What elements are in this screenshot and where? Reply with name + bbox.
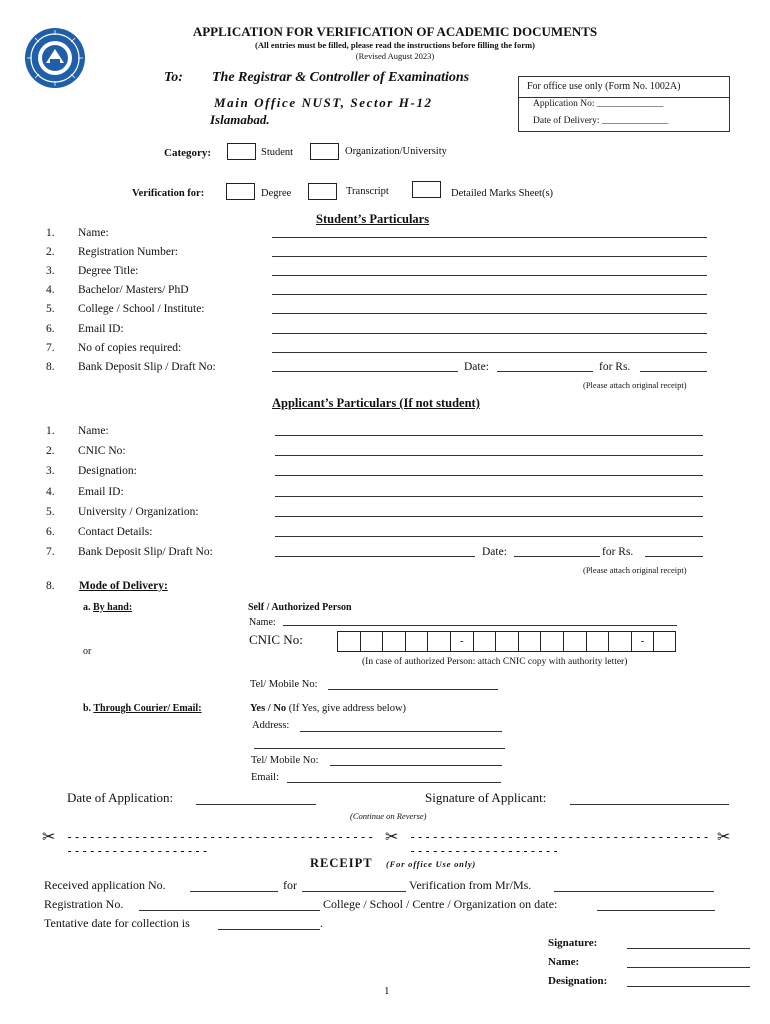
applicant-row-number: 5. xyxy=(46,506,55,518)
cnic-digit-cell[interactable] xyxy=(608,631,631,652)
receipt-name-field[interactable] xyxy=(627,967,750,968)
receipt-title: RECEIPT xyxy=(310,856,373,870)
student-row-label: Email ID: xyxy=(78,323,124,335)
addressee-line-3: Islamabad. xyxy=(210,112,270,127)
courier-tel-label: Tel/ Mobile No: xyxy=(251,755,319,766)
student-row-field[interactable] xyxy=(272,256,707,257)
receipt-verification-from-field[interactable] xyxy=(554,891,714,892)
address-label: Address: xyxy=(252,720,290,731)
applicant-row-label: Email ID: xyxy=(78,486,124,498)
courier-email-field[interactable] xyxy=(287,782,501,783)
applicant-deposit-slip-field[interactable] xyxy=(275,556,475,557)
revised-date: (Revised August 2023) xyxy=(355,51,435,61)
receipt-collection-field[interactable] xyxy=(218,929,320,930)
page-number: 1 xyxy=(384,985,390,997)
applicant-row-field[interactable] xyxy=(275,435,703,436)
student-row-label: College / School / Institute: xyxy=(78,303,205,315)
applicant-row-number: 6. xyxy=(46,526,55,538)
cnic-separator: - xyxy=(631,631,654,652)
receipt-designation-field[interactable] xyxy=(627,986,750,987)
courier-email-label: Email: xyxy=(251,772,279,783)
scissors-icon: ✂ xyxy=(717,827,731,846)
student-row-field[interactable] xyxy=(272,313,707,314)
signature-of-applicant-label: Signature of Applicant: xyxy=(425,790,547,805)
cnic-label: CNIC No: xyxy=(249,632,303,647)
student-row-field[interactable] xyxy=(272,275,707,276)
applicant-amount-field[interactable] xyxy=(645,556,703,557)
verification-degree-checkbox[interactable] xyxy=(226,183,255,200)
receipt-collection-period: . xyxy=(320,916,323,930)
date-of-application-label: Date of Application: xyxy=(67,790,174,805)
delivery-number: 8. xyxy=(46,580,55,592)
student-row-field[interactable] xyxy=(272,333,707,334)
receipt-registration-label: Registration No. xyxy=(44,897,124,911)
receipt-application-no-label: Received application No. xyxy=(44,878,166,892)
student-row-number: 7. xyxy=(46,342,55,354)
applicant-particulars-heading: Applicant’s Particulars (If not student) xyxy=(272,396,480,410)
office-use-box xyxy=(518,76,730,132)
cnic-digit-cell[interactable] xyxy=(586,631,609,652)
applicant-row-label: Bank Deposit Slip/ Draft No: xyxy=(78,546,213,558)
student-deposit-date-field[interactable] xyxy=(497,371,593,372)
student-row-field[interactable] xyxy=(272,352,707,353)
student-receipt-note: (Please attach original receipt) xyxy=(583,380,687,390)
cnic-digit-cell[interactable] xyxy=(563,631,586,652)
receipt-collection-label: Tentative date for collection is xyxy=(44,916,190,930)
yes-no-note: (If Yes, give address below) xyxy=(288,703,407,714)
address-field-2[interactable] xyxy=(254,748,505,749)
signature-of-applicant-field[interactable] xyxy=(570,804,729,805)
student-row-field[interactable] xyxy=(272,237,707,238)
student-row-label: Name: xyxy=(78,227,109,239)
addressee-line-1: The Registrar & Controller of Examinations xyxy=(212,70,470,85)
verification-transcript-checkbox[interactable] xyxy=(308,183,337,200)
scissors-icon: ✂ xyxy=(42,827,56,846)
receipt-college-label: College / School / Centre / Organization on date: xyxy=(323,897,558,911)
student-particulars-heading: Student’s Particulars xyxy=(316,212,430,226)
courier-yes-no xyxy=(250,703,406,714)
student-row-number: 6. xyxy=(46,323,55,335)
receipt-registration-field[interactable] xyxy=(139,910,320,911)
verification-degree-label: Degree xyxy=(261,188,292,199)
cnic-digit-cell[interactable] xyxy=(653,631,676,652)
cnic-digit-cell[interactable] xyxy=(518,631,541,652)
addressee-line-2: Main Office NUST, Sector H-12 xyxy=(214,95,433,110)
cnic-digit-cell[interactable] xyxy=(382,631,405,652)
applicant-row-field[interactable] xyxy=(275,516,703,517)
cnic-digit-cell[interactable] xyxy=(495,631,518,652)
category-organization-label: Organization/University xyxy=(345,146,447,157)
form-subtitle: (All entries must be filled, please read the instructions before filling the form) xyxy=(255,40,535,50)
continue-on-reverse: (Continue on Reverse) xyxy=(350,811,427,821)
applicant-deposit-date-label: Date: xyxy=(482,546,507,558)
cnic-digit-cell[interactable] xyxy=(360,631,383,652)
applicant-receipt-note: (Please attach original receipt) xyxy=(583,565,687,575)
applicant-row-number: 4. xyxy=(46,486,55,498)
student-row-label: Bank Deposit Slip / Draft No: xyxy=(78,361,216,373)
date-of-application-field[interactable] xyxy=(196,804,316,805)
by-hand-name-label: Name: xyxy=(249,617,276,628)
scissors-icon: ✂ xyxy=(385,827,399,846)
student-row-label: Bachelor/ Masters/ PhD xyxy=(78,284,189,296)
student-deposit-date-label: Date: xyxy=(464,361,489,373)
cnic-separator: - xyxy=(450,631,473,652)
by-hand-tel-label: Tel/ Mobile No: xyxy=(250,679,318,690)
receipt-verification-from-label: Verification from Mr/Ms. xyxy=(409,878,532,892)
student-row-number: 1. xyxy=(46,227,55,239)
applicant-row-label: Name: xyxy=(78,425,109,437)
verification-marks-sheet-label: Detailed Marks Sheet(s) xyxy=(451,188,554,199)
receipt-signature-field[interactable] xyxy=(627,948,750,949)
student-row-label: Degree Title: xyxy=(78,265,139,277)
yes-no-choice[interactable]: Yes / No xyxy=(250,703,287,714)
student-row-number: 4. xyxy=(46,284,55,296)
receipt-name-label: Name: xyxy=(548,956,580,968)
applicant-row-label: Designation: xyxy=(78,465,137,477)
by-hand-label: a. By hand: xyxy=(83,602,133,613)
category-organization-checkbox[interactable] xyxy=(310,143,339,160)
courier-tel-field[interactable] xyxy=(330,765,502,766)
category-label: Category: xyxy=(164,147,212,159)
verification-label: Verification for: xyxy=(132,188,205,199)
applicant-row-field[interactable] xyxy=(275,536,703,537)
by-hand-text: By hand: xyxy=(93,602,133,613)
office-application-no: Application No: ______________ xyxy=(533,99,664,109)
student-row-number: 3. xyxy=(46,265,55,277)
self-authorized-label: Self / Authorized Person xyxy=(248,602,352,613)
receipt-college-date-field[interactable] xyxy=(597,910,715,911)
category-student-checkbox[interactable] xyxy=(227,143,256,160)
applicant-row-number: 1. xyxy=(46,425,55,437)
cnic-grid[interactable] xyxy=(337,631,676,652)
applicant-row-field[interactable] xyxy=(275,496,703,497)
verification-marks-sheet-checkbox[interactable] xyxy=(412,181,441,198)
applicant-row-number: 3. xyxy=(46,465,55,477)
form-title: APPLICATION FOR VERIFICATION OF ACADEMIC DOCUMENTS xyxy=(192,24,598,39)
by-hand-name-field[interactable] xyxy=(283,625,677,626)
courier-label: b. Through Courier/ Email: xyxy=(83,703,202,714)
receipt-signature-label: Signature: xyxy=(548,937,598,949)
receipt-title-note: (For office Use only) xyxy=(386,859,477,869)
cut-line-left: ------------------------------------------------------------ xyxy=(66,830,375,858)
student-amount-field[interactable] xyxy=(640,371,707,372)
verification-transcript-label: Transcript xyxy=(346,186,389,197)
applicant-row-number: 7. xyxy=(46,546,55,558)
student-row-field[interactable] xyxy=(272,294,707,295)
cnic-digit-cell[interactable] xyxy=(337,631,360,652)
applicant-for-rs-label: for Rs. xyxy=(602,546,634,558)
cnic-digit-cell[interactable] xyxy=(540,631,563,652)
to-label: To: xyxy=(164,70,183,85)
student-row-label: No of copies required: xyxy=(78,342,182,354)
cnic-note: (In case of authorized Person: attach CNIC copy with authority letter) xyxy=(362,657,628,667)
applicant-deposit-date-field[interactable] xyxy=(514,556,600,557)
receipt-for-label: for xyxy=(283,878,297,892)
applicant-row-label: CNIC No: xyxy=(78,445,126,457)
receipt-for-field[interactable] xyxy=(302,891,406,892)
by-hand-tel-field[interactable] xyxy=(328,689,498,690)
cnic-digit-cell[interactable] xyxy=(473,631,496,652)
applicant-row-label: Contact Details: xyxy=(78,526,153,538)
student-row-number: 5. xyxy=(46,303,55,315)
student-row-number: 2. xyxy=(46,246,55,258)
category-student-label: Student xyxy=(261,147,294,158)
student-row-label: Registration Number: xyxy=(78,246,178,258)
receipt-application-no-field[interactable] xyxy=(190,891,278,892)
student-for-rs-label: for Rs. xyxy=(599,361,631,373)
applicant-row-number: 2. xyxy=(46,445,55,457)
applicant-row-field[interactable] xyxy=(275,455,703,456)
delivery-heading: Mode of Delivery: xyxy=(79,580,168,592)
cnic-digit-cell[interactable] xyxy=(405,631,428,652)
student-row-number: 8. xyxy=(46,361,55,373)
or-label: or xyxy=(83,646,92,657)
student-deposit-slip-field[interactable] xyxy=(272,371,458,372)
applicant-row-field[interactable] xyxy=(275,475,703,476)
address-field-1[interactable] xyxy=(300,731,502,732)
courier-text: Through Courier/ Email: xyxy=(93,703,202,714)
office-use-title: For office use only (Form No. 1002A) xyxy=(519,77,729,98)
cut-line-right: ------------------------------------------------------------ xyxy=(409,830,710,858)
cnic-digit-cell[interactable] xyxy=(427,631,450,652)
university-seal-logo xyxy=(24,27,86,89)
receipt-designation-label: Designation: xyxy=(548,975,608,987)
office-date-of-delivery: Date of Delivery: ______________ xyxy=(533,116,669,126)
applicant-row-label: University / Organization: xyxy=(78,506,199,518)
